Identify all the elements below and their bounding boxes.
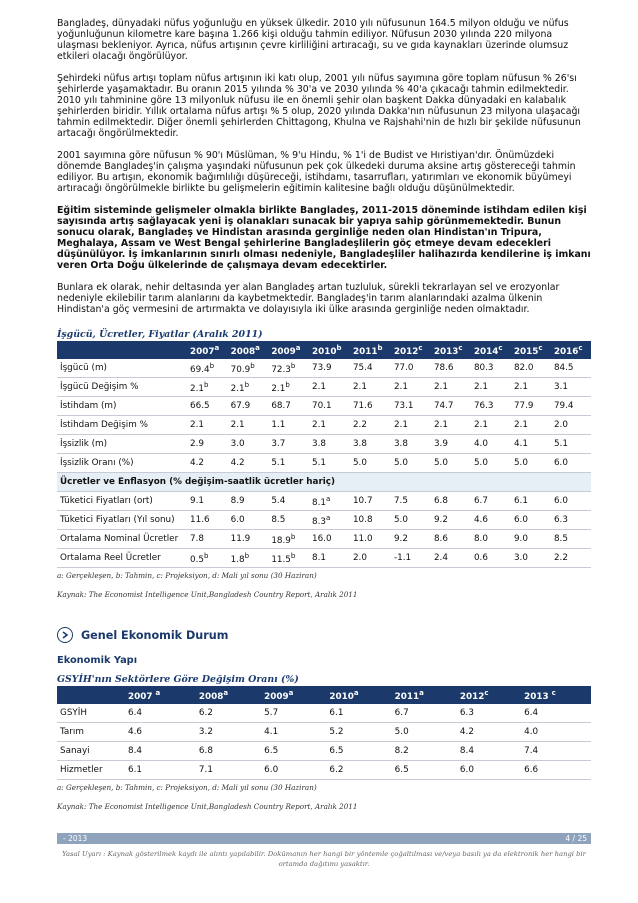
- table-cell: 2.1: [431, 378, 471, 397]
- document-body: [57, 18, 591, 811]
- paragraph-population: Bangladeş, dünyadaki nüfus yoğunluğu en yüksek ülkedir. 2010 yılı nüfusunun 164.5 milyon olduğu ve nüfus yoğunluğunun kilometre kare başına 1.266 kişi olduğu tahmin ediliyor. Nüfusun 2030 yılında 220 milyona ulaşması bekleniyor. Ayrıca, nüfus artışının çevre kirliliğini artıracağı, su ve gıda kaynakları üzerinde olumsuz etkileri olacağı öngörülüyor.: [57, 18, 569, 62]
- table-cell: 6.4: [521, 704, 591, 723]
- table-cell: 4.2: [187, 454, 228, 473]
- table-cell: 1.1: [268, 416, 309, 435]
- table-cell: 67.9: [228, 397, 269, 416]
- table-cell: 4.2: [457, 723, 521, 742]
- table-row: [57, 723, 591, 742]
- table-cell: 5.1: [268, 454, 309, 473]
- footnote-marker: b: [204, 380, 209, 389]
- table-row: [57, 492, 591, 511]
- table-cell: 4.6: [125, 723, 196, 742]
- table-cell: 82.0: [511, 359, 551, 378]
- footnote-marker: b: [290, 361, 296, 370]
- footnote-marker: a: [325, 513, 331, 522]
- header-cell-year: 2011$^b$: [350, 341, 391, 359]
- table-cell: 5.0: [431, 454, 471, 473]
- table2-source: Kaynak: The Economist Intelligence Unit,Bangladesh Country Report, Aralık 2011: [57, 802, 358, 811]
- row-label: İstihdam (m): [57, 397, 187, 416]
- table1-source: Kaynak: The Economist Intelligence Unit,Bangladesh Country Report, Aralık 2011: [57, 590, 358, 599]
- table-row: [57, 761, 591, 780]
- table-cell: 6.0: [511, 511, 551, 530]
- footnote-marker: b: [285, 380, 290, 389]
- table-cell: 0.5$^b$: [187, 549, 228, 568]
- row-label: Tarım: [57, 723, 125, 742]
- table-cell: 11.5$^b$: [268, 549, 309, 568]
- table-cell: 8.1: [309, 549, 350, 568]
- footnote-marker: a: [288, 688, 294, 697]
- row-label: İşgücü Değişim %: [57, 378, 187, 397]
- table-cell: 5.0: [391, 511, 431, 530]
- header-cell-year: 2014$^c$: [471, 341, 511, 359]
- table-cell: 2.1: [391, 416, 431, 435]
- table-cell: 2.9: [187, 435, 228, 454]
- table-cell: 2.1: [391, 378, 431, 397]
- table-cell: 9.2: [431, 511, 471, 530]
- header-cell-year: 2008$^a$: [228, 341, 269, 359]
- paragraph-delta: Bunlara ek olarak, nehir deltasında yer alan Bangladeş artan tuzluluk, sürekli tekrarlayan sel ve erozyonlar nedeniyle ekilebilir tarım alanlarını da kaybetmektedir. Bangladeş'in tarım alanlarındaki azalma ülkenin Hindistan'a göç vermesini de artırmakta ve dolayısıyla iki ülke arasında gerginliğe neden olmaktadır.: [57, 282, 560, 315]
- table-cell: 70.1: [309, 397, 350, 416]
- table-cell: 9.2: [391, 530, 431, 549]
- table-row: [57, 416, 591, 435]
- table-cell: 2.2: [551, 549, 591, 568]
- table-cell: 5.2: [326, 723, 391, 742]
- table-cell: 3.8: [309, 435, 350, 454]
- table-cell: 2.0: [551, 416, 591, 435]
- table2-body: [57, 704, 591, 780]
- table-cell: 2.1: [511, 378, 551, 397]
- table-cell: 8.0: [471, 530, 511, 549]
- table-cell: 71.6: [350, 397, 391, 416]
- table-cell: 3.8: [391, 435, 431, 454]
- footnote-marker: b: [377, 343, 383, 352]
- footnote-marker: a: [223, 688, 229, 697]
- table-cell: 5.0: [471, 454, 511, 473]
- table-cell: 2.4: [431, 549, 471, 568]
- header-cell-year: 2008$^a$: [196, 686, 261, 704]
- table1-caption: İşgücü, Ücretler, Fiyatlar (Aralık 2011): [57, 329, 263, 340]
- table-cell: 8.9: [228, 492, 269, 511]
- table-cell: 80.3: [471, 359, 511, 378]
- table-cell: 2.1: [471, 378, 511, 397]
- table-cell: 10.8: [350, 511, 391, 530]
- header-cell-year: 2010$^b$: [309, 341, 350, 359]
- table-row: [57, 704, 591, 723]
- table-cell: 0.6: [471, 549, 511, 568]
- table-cell: 3.0: [228, 435, 269, 454]
- footnote-marker: b: [244, 380, 250, 389]
- table-cell: 11.0: [350, 530, 391, 549]
- footnote-marker: a: [325, 494, 331, 503]
- footnote-marker: b: [209, 361, 215, 370]
- table-cell: 4.0: [471, 435, 511, 454]
- footnote-marker: b: [204, 551, 209, 560]
- table-cell: 77.9: [511, 397, 551, 416]
- paragraph-education-text: Eğitim sisteminde gelişmeler olmakla birlikte Bangladeş, 2011-2015 döneminde istihdam edilen kişi sayısında artış sağlayacak yeni iş olanakları sunacak bir yapıya sahip görünmemektedir. Bunun sonucu olarak, Bangladeş ve Hindistan arasında gerginliğe neden olan Hindistan'ın Tripura, Meghalaya, Assam ve West Bengal şehirlerine Bangladeşlilerin göç etmeye devam edecekleri düşünülüyor. İş imkanlarının sınırlı olması nedeniyle, Bangladeşliler halihazırda kendilerine iş imkanı veren Orta Doğu ülkelerinde de çalışmaya devam edecektirler.: [57, 205, 591, 271]
- table-cell: 8.1$^a$: [309, 492, 350, 511]
- header-cell-year: 2012$^c$: [391, 341, 431, 359]
- table-row: [57, 742, 591, 761]
- table-cell: 78.6: [431, 359, 471, 378]
- table-row: [57, 530, 591, 549]
- table-row: [57, 549, 591, 568]
- footnote-marker: b: [244, 551, 250, 560]
- table-cell: 5.1: [551, 435, 591, 454]
- table-cell: 5.0: [511, 454, 551, 473]
- table-cell: 2.1: [471, 416, 511, 435]
- footnote-marker: c: [484, 688, 489, 697]
- table-cell: 4.6: [471, 511, 511, 530]
- header-cell-blank: [57, 341, 187, 359]
- table-header-row: [57, 341, 591, 359]
- row-label: Sanayi: [57, 742, 125, 761]
- table-cell: 5.0: [350, 454, 391, 473]
- row-label: Tüketici Fiyatları (ort): [57, 492, 187, 511]
- table-cell: 2.1$^b$: [187, 378, 228, 397]
- table-cell: 16.0: [309, 530, 350, 549]
- table-cell: 7.8: [187, 530, 228, 549]
- table-cell: 6.0: [457, 761, 521, 780]
- table-cell: 8.5: [551, 530, 591, 549]
- table-cell: 66.5: [187, 397, 228, 416]
- table-cell: 18.9$^b$: [268, 530, 309, 549]
- table-cell: 6.5: [261, 742, 326, 761]
- table-cell: 6.0: [551, 492, 591, 511]
- table-cell: 73.9: [309, 359, 350, 378]
- table-cell: 74.7: [431, 397, 471, 416]
- footnote-marker: c: [578, 343, 583, 352]
- footnote-marker: a: [419, 688, 424, 697]
- table-cell: 4.1: [511, 435, 551, 454]
- table-cell: 5.4: [268, 492, 309, 511]
- table-cell: 2.0: [350, 549, 391, 568]
- footnote-marker: c: [498, 343, 503, 352]
- table-cell: 4.1: [261, 723, 326, 742]
- table-cell: 5.0: [391, 454, 431, 473]
- table-row: [57, 454, 591, 473]
- table-cell: 9.1: [187, 492, 228, 511]
- section-label: Ücretler ve Enflasyon (% değişim-saatlik ücretler hariç): [57, 473, 591, 492]
- table-cell: 9.0: [511, 530, 551, 549]
- row-label: Ortalama Nominal Ücretler: [57, 530, 187, 549]
- footnote-marker: c: [551, 688, 556, 697]
- footnote-marker: a: [353, 688, 359, 697]
- table-cell: 2.1: [350, 378, 391, 397]
- table-cell: 2.1$^b$: [228, 378, 269, 397]
- section-title: Genel Ekonomik Durum: [81, 628, 229, 642]
- table-cell: 3.9: [431, 435, 471, 454]
- row-label: İşgücü (m): [57, 359, 187, 378]
- table-cell: 8.2: [392, 742, 457, 761]
- row-label: Hizmetler: [57, 761, 125, 780]
- table-cell: 5.7: [261, 704, 326, 723]
- table-cell: 2.1: [187, 416, 228, 435]
- row-label: Tüketici Fiyatları (Yıl sonu): [57, 511, 187, 530]
- table-cell: 2.1: [511, 416, 551, 435]
- footnote-marker: a: [155, 688, 161, 697]
- table-cell: 8.6: [431, 530, 471, 549]
- table-cell: 3.2: [196, 723, 261, 742]
- header-cell-year: 2007 $^a$: [125, 686, 196, 704]
- table-cell: 6.7: [471, 492, 511, 511]
- table2-note: a: Gerçekleşen, b: Tahmin, c: Projeksiyon, d: Mali yıl sonu (30 Haziran): [57, 783, 317, 792]
- table-cell: 6.0: [551, 454, 591, 473]
- table-cell: 84.5: [551, 359, 591, 378]
- table-cell: 8.3$^a$: [309, 511, 350, 530]
- table-cell: 11.9: [228, 530, 269, 549]
- table-cell: 77.0: [391, 359, 431, 378]
- table-cell: 2.1: [228, 416, 269, 435]
- table-cell: 6.0: [228, 511, 269, 530]
- table-cell: 6.5: [392, 761, 457, 780]
- table-row: [57, 511, 591, 530]
- table-cell: 79.4: [551, 397, 591, 416]
- table1-body: [57, 359, 591, 568]
- labor-wages-table: [57, 341, 591, 568]
- table-cell: 8.4: [125, 742, 196, 761]
- section-row: [57, 473, 591, 492]
- footnote-marker: c: [458, 343, 463, 352]
- table-cell: 6.2: [196, 704, 261, 723]
- table2-caption: GSYİH'nın Sektörlere Göre Değişim Oranı (%): [57, 674, 299, 685]
- table-cell: 76.3: [471, 397, 511, 416]
- footnote-marker: b: [250, 361, 255, 370]
- row-label: GSYİH: [57, 704, 125, 723]
- table-cell: 6.0: [261, 761, 326, 780]
- footnote-marker: a: [214, 343, 220, 352]
- header-cell-year: 2015$^c$: [511, 341, 551, 359]
- table-cell: 3.1: [551, 378, 591, 397]
- table-cell: 3.7: [268, 435, 309, 454]
- row-label: Ortalama Reel Ücretler: [57, 549, 187, 568]
- header-cell-year: 2009$^a$: [268, 341, 309, 359]
- table-cell: 5.1: [309, 454, 350, 473]
- table-cell: 4.0: [521, 723, 591, 742]
- table-cell: 70.9$^b$: [228, 359, 269, 378]
- table-cell: 6.1: [326, 704, 391, 723]
- header-cell-year: 2013 $^c$: [521, 686, 591, 704]
- table-cell: 7.1: [196, 761, 261, 780]
- chevron-right-icon: [57, 627, 73, 643]
- table-cell: 75.4: [350, 359, 391, 378]
- footnote-marker: b: [290, 551, 296, 560]
- table-cell: 11.6: [187, 511, 228, 530]
- paragraph-urban-growth: Şehirdeki nüfus artışı toplam nüfus artışının iki katı olup, 2001 yılı nüfus sayımına göre toplam nüfusun % 26'sı şehirlerde yaşamaktadır. Bu oranın 2015 yılında % 30'a ve 2030 yılında % 40'a çıkacağı tahmin edilmektedir. 2010 yılı tahminine göre 13 milyonluk nüfusu ile en önemli şehir olan başkent Dakka dünyadaki en kalabalık şehirlerden biridir. Yıllık ortalama nüfus artışı % 5 olup, 2020 yılında Dakka'nın nüfusunun 23 milyona ulaşacağı tahmin edilmektedir. Diğer önemli şehirlerden Chittagong, Khulna ve Rajshahi'nin de hızlı bir şekilde nüfusunun artacağı öngörülmektedir.: [57, 73, 581, 139]
- page-number: 4 / 25: [565, 834, 587, 843]
- footnote-marker: b: [290, 532, 296, 541]
- header-cell-year: 2010$^a$: [326, 686, 391, 704]
- table-cell: 5.0: [392, 723, 457, 742]
- table-header-row: [57, 686, 591, 704]
- header-cell-year: 2007$^a$: [187, 341, 228, 359]
- paragraph-education: [57, 205, 591, 271]
- footer-year: - 2013: [63, 834, 88, 843]
- footnote-marker: a: [255, 343, 260, 352]
- table-row: [57, 435, 591, 454]
- table-cell: 2.1: [309, 416, 350, 435]
- table-cell: 6.8: [196, 742, 261, 761]
- sub-title: Ekonomik Yapı: [57, 655, 138, 666]
- page-footer: [57, 833, 591, 844]
- table-row: [57, 359, 591, 378]
- row-label: İşsizlik Oranı (%): [57, 454, 187, 473]
- paragraph-religion: 2001 sayımına göre nüfusun % 90'ı Müslüman, % 9'u Hindu, % 1'i de Budist ve Hıristiyan'dır. Önümüzdeki dönemde Bangladeş'in çalışma yaşındaki nüfusunun pek çok ülkedeki duruma aksine artış göstereceği tahmin ediliyor. Bu artışın, ekonomik bağımlılığı düşüreceği, istihdamı, tasarrufları, yatırımları ve ekonomik büyümeyi artıracağı öngörülmekle birlikte bu gelişmelerin eğitimin kalitesine bağlı olduğu düşünülmektedir.: [57, 150, 576, 194]
- header-cell-year: 2009$^a$: [261, 686, 326, 704]
- legal-disclaimer: Yasal Uyarı : Kaynak gösterilmek kaydı ile alıntı yapılabilir. Dokümanın her hangi bir yöntemle çoğaltılması ve/veya basılı ya da elektronik her hangi bir ortamda dağıtımı yasaktır.: [62, 850, 586, 868]
- table-cell: 2.2: [350, 416, 391, 435]
- footnote-marker: c: [418, 343, 423, 352]
- table-cell: 73.1: [391, 397, 431, 416]
- footnote-marker: a: [295, 343, 301, 352]
- row-label: İşsizlik (m): [57, 435, 187, 454]
- table-cell: 6.1: [125, 761, 196, 780]
- table-cell: 1.8$^b$: [228, 549, 269, 568]
- section-heading: [57, 627, 591, 643]
- table1-note: a: Gerçekleşen, b: Tahmin, c: Projeksiyon, d: Mali yıl sonu (30 Haziran): [57, 571, 317, 580]
- row-label: İstihdam Değişim %: [57, 416, 187, 435]
- footnote-marker: c: [538, 343, 543, 352]
- table-cell: 3.8: [350, 435, 391, 454]
- table-cell: 2.1: [431, 416, 471, 435]
- table-cell: 3.0: [511, 549, 551, 568]
- table-cell: 6.6: [521, 761, 591, 780]
- table-cell: 6.7: [392, 704, 457, 723]
- table-cell: 8.4: [457, 742, 521, 761]
- footnote-marker: b: [336, 343, 342, 352]
- table-row: [57, 397, 591, 416]
- table-cell: 6.5: [326, 742, 391, 761]
- table-cell: -1.1: [391, 549, 431, 568]
- table-cell: 6.4: [125, 704, 196, 723]
- header-cell-year: 2011$^a$: [392, 686, 457, 704]
- table-cell: 6.3: [551, 511, 591, 530]
- gdp-sector-table: [57, 686, 591, 780]
- table-cell: 2.1: [309, 378, 350, 397]
- table-cell: 72.3$^b$: [268, 359, 309, 378]
- header-cell-blank: [57, 686, 125, 704]
- table-cell: 6.8: [431, 492, 471, 511]
- table-cell: 69.4$^b$: [187, 359, 228, 378]
- table-cell: 6.2: [326, 761, 391, 780]
- table-cell: 6.1: [511, 492, 551, 511]
- header-cell-year: 2013$^c$: [431, 341, 471, 359]
- table-cell: 6.3: [457, 704, 521, 723]
- table-cell: 10.7: [350, 492, 391, 511]
- table-cell: 68.7: [268, 397, 309, 416]
- table-cell: 4.2: [228, 454, 269, 473]
- table-cell: 8.5: [268, 511, 309, 530]
- header-cell-year: 2016$^c$: [551, 341, 591, 359]
- table-cell: 7.5: [391, 492, 431, 511]
- table-row: [57, 378, 591, 397]
- table-cell: 7.4: [521, 742, 591, 761]
- table-cell: 2.1$^b$: [268, 378, 309, 397]
- header-cell-year: 2012$^c$: [457, 686, 521, 704]
